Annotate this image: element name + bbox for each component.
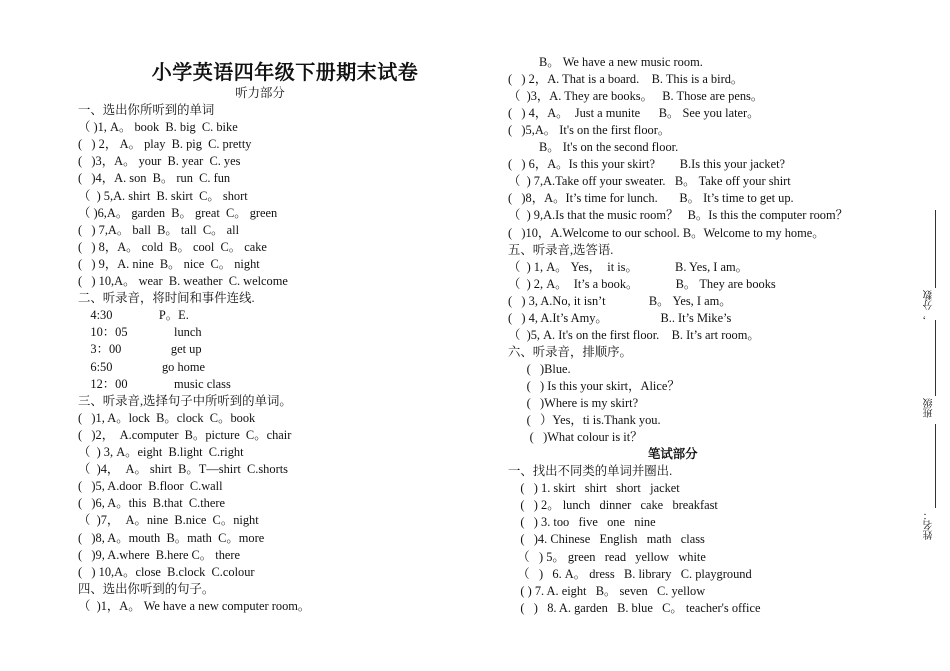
text-line: ( )2， A.computer B。picture C。chair <box>78 427 292 442</box>
text-line: 二、听录音，将时间和事件连线. <box>78 291 255 306</box>
text-line: ( )4，A. son B。 run C. fun <box>78 171 231 186</box>
text-line: ( ) 9，A. nine B。 nice C。 night <box>78 256 260 271</box>
text-line: ( )3，A。 your B. year C. yes <box>78 154 241 169</box>
text-line: ( ) 2，A. That is a board. B. This is a bird。 <box>508 72 744 87</box>
text-line: 六、听录音，排顺序。 <box>508 344 632 359</box>
class-label: 班级 <box>924 398 935 418</box>
text-line: ( ) 3, A.No, it isn’t B。 Yes, I am。 <box>508 293 732 308</box>
text-line: （ ) 3, A。eight B.light C.right <box>78 445 244 459</box>
text-line: ( ) 6，A。Is this your skirt? B.Is this your jacket? <box>508 157 786 172</box>
text-line: （ ) 7,A.Take off your sweater. B。 Take off your shirt <box>508 174 791 189</box>
section-written-title: 笔试部分 <box>648 447 698 461</box>
text-line: B。 It's on the second floor. <box>508 140 679 155</box>
text-line: 6:50 go home <box>78 359 205 374</box>
text-line: （ ) 6. A。 dress B. library C. playground <box>508 566 752 581</box>
text-line: ( )8, A。mouth B。math C。more <box>78 530 265 545</box>
score-label: ，分数 <box>924 290 935 320</box>
text-line: （ ) 5。 green read yellow white <box>508 549 706 564</box>
text-line: 三、听录音,选择句子中所听到的单词。 <box>78 393 292 408</box>
text-line: ( )10，A.Welcome to our school. B。Welcome to my home。 <box>508 225 825 240</box>
text-line: 12：00 music class <box>78 376 231 391</box>
text-line: ( ) 2。 lunch dinner cake breakfast <box>508 498 718 513</box>
text-line: ( ）Yes，ti is.Thank you. <box>508 413 661 428</box>
text-line: ( )4. Chinese English math class <box>508 532 705 547</box>
text-line: （ )3，A. They are books。 B. Those are pens。 <box>508 89 764 104</box>
text-line: 一、找出不同类的单词并圈出. <box>508 464 673 478</box>
text-line: ( ) 7,A。 ball B。 tall C。 all <box>78 222 240 237</box>
exam-title: 小学英语四年级下册期末试卷 <box>151 60 419 84</box>
text-line: ( ) 10,A。 wear B. weather C. welcome <box>78 274 288 288</box>
section-listening-title: 听力部分 <box>235 86 285 100</box>
text-line: 10：05 lunch <box>78 325 202 340</box>
name-label: 姓名： <box>924 510 935 540</box>
text-line: （ ) 1, A。 Yes， it is。 B. Yes, I am。 <box>508 259 749 274</box>
text-line: ( )9, A.where B.here C。 there <box>78 547 241 562</box>
text-line: 一、选出你所听到的单词 <box>78 103 215 117</box>
text-line: ( )What colour is it？ <box>508 430 643 445</box>
text-line: ( )5, A.door B.floor C.wall <box>78 479 223 494</box>
text-line: （ )1, A。 book B. big C. bike <box>78 120 238 135</box>
text-line: ( )8，A。It’s time for lunch. B。 It’s time to get up. <box>508 191 794 206</box>
text-line: B。 We have a new music room. <box>508 55 703 69</box>
text-line: ( ) 8，A。 cold B。 cool C。 cake <box>78 239 267 254</box>
text-line: 4:30 P。E. <box>78 308 189 323</box>
text-line: （ )6,A。 garden B。 great C。 green <box>78 205 278 220</box>
text-line: （ )1，A。 We have a new computer room。 <box>78 598 311 613</box>
text-line: （ )7， A。nine B.nice C。night <box>78 513 259 528</box>
student-info-strip <box>924 210 940 540</box>
text-line: ( ) 4, A.It’s Amy。 B.. It’s Mike’s <box>508 310 732 325</box>
text-line: （ ) 2, A。 It’s a book。 B。 They are books <box>508 276 776 291</box>
class-line <box>935 320 936 396</box>
text-line: （ ) 9,A.Is that the music room？ B。Is this the computer room？ <box>508 208 849 223</box>
text-line: ( )6, A。this B.that C.there <box>78 496 225 511</box>
score-line <box>935 210 936 288</box>
text-line: ( ) 10,A。close B.clock C.colour <box>78 564 255 579</box>
text-line: 四、选出你听到的句子。 <box>78 581 215 596</box>
text-line: ( )Blue. <box>508 361 571 376</box>
text-line: （ ) 5,A. shirt B. skirt C。 short <box>78 188 248 203</box>
text-line: ( )1, A。lock B。clock C。book <box>78 410 256 425</box>
text-line: ( )5,A。 It's on the first floor。 <box>508 123 671 138</box>
text-line: ( ) 3. too five one nine <box>508 515 656 530</box>
text-line: （ )5, A. It's on the first floor. B. It’s art room。 <box>508 327 760 342</box>
text-line: 3：00 get up <box>78 342 202 357</box>
text-line: ( )Where is my skirt? <box>508 396 639 410</box>
text-line: ( ) 2， A。 play B. pig C. pretty <box>78 137 252 152</box>
text-line: ( ) 7. A. eight B。 seven C. yellow <box>508 583 706 598</box>
text-line: ( ) Is this your skirt，Alice？ <box>508 378 680 393</box>
text-line: ( ) 4，A。 Just a munite B。 See you later。 <box>508 106 760 121</box>
name-line <box>935 424 936 508</box>
text-line: 五、听录音,选答语. <box>508 242 614 257</box>
text-line: ( ) 8. A. garden B. blue C。 teacher's office <box>508 600 761 615</box>
text-line: ( ) 1. skirt shirt short jacket <box>508 481 680 496</box>
text-line: （ )4， A。 shirt B。T—shirt C.shorts <box>78 462 288 477</box>
